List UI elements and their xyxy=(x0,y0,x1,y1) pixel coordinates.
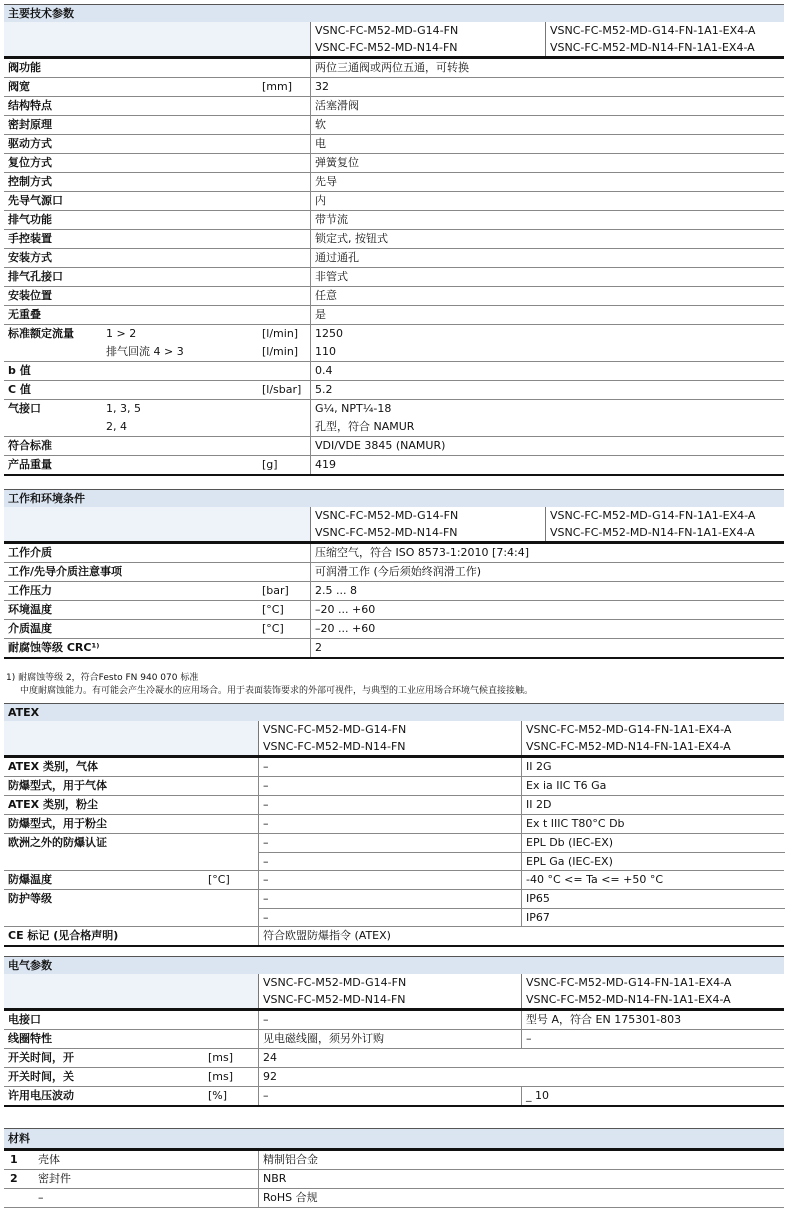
row-sub-label: 1 > 2 xyxy=(106,327,137,340)
row-label: 气接口 xyxy=(8,402,41,415)
row-label: 驱动方式 xyxy=(8,137,52,150)
table-row xyxy=(4,173,784,192)
flow-row xyxy=(4,325,784,362)
row-value-a: 92 xyxy=(258,1068,277,1086)
header-text: VSNC-FC-M52-MD-N14-FN-1A1-EX4-A xyxy=(526,740,731,753)
table-row xyxy=(4,1011,784,1030)
row-value: 孔型，符合 NAMUR xyxy=(310,418,414,436)
header-col-b xyxy=(545,507,785,541)
row-value: 符合欧盟防爆指令 (ATEX) xyxy=(258,927,391,945)
row-value: G¼, NPT¼-18 xyxy=(310,400,391,436)
row-label: 环境温度 xyxy=(8,603,52,616)
row-label: 结构特点 xyxy=(8,99,52,112)
main-rows xyxy=(4,59,784,325)
row-value: VDI/VDE 3845 (NAMUR) xyxy=(310,437,445,455)
table-row xyxy=(4,620,784,639)
table-row xyxy=(4,777,784,796)
row-value: 先导 xyxy=(310,173,337,191)
row-label: 防爆型式，用于气体 xyxy=(8,779,107,792)
row-value-a: 24 xyxy=(258,1049,277,1067)
header-text: VSNC-FC-M52-MD-N14-FN-1A1-EX4-A xyxy=(526,993,731,1006)
table-row xyxy=(4,135,784,154)
row-value: 32 xyxy=(310,78,329,96)
row-label: 开关时间，开 xyxy=(8,1051,74,1064)
row-unit: [l/min] xyxy=(262,327,299,340)
row-value-b: Ex t IIIC T80°C Db xyxy=(521,815,625,833)
row-unit: [ms] xyxy=(208,1051,234,1064)
header-col-b xyxy=(521,974,785,1008)
row-value-b: -40 °C <= Ta <= +50 °C xyxy=(521,871,663,889)
row-value-a: – xyxy=(258,890,521,908)
row-label: – xyxy=(38,1191,44,1204)
row-label: 耐腐蚀等级 CRC¹⁾ xyxy=(8,641,100,654)
row-value-a: – xyxy=(258,796,521,814)
table-row xyxy=(4,249,784,268)
row-value: 2.5 ... 8 xyxy=(310,582,357,600)
row-value: 通过通孔 xyxy=(310,249,359,267)
row-unit: [l/sbar] xyxy=(262,383,302,396)
row-label: C 值 xyxy=(8,383,31,396)
section-title: 电气参数 xyxy=(4,956,784,974)
header-text: VSNC-FC-M52-MD-G14-FN xyxy=(263,976,407,989)
row-value-a: – xyxy=(258,908,521,927)
row-value: 弹簧复位 xyxy=(310,154,359,172)
table-row xyxy=(4,154,784,173)
row-label: 防爆温度 xyxy=(8,873,52,886)
header-text: VSNC-FC-M52-MD-N14-FN xyxy=(315,41,458,54)
table-row xyxy=(4,78,784,97)
row-sub-label: 1, 3, 5 xyxy=(106,402,141,415)
row-label: b 值 xyxy=(8,364,31,377)
row-label: 安装方式 xyxy=(8,251,52,264)
row-value: NBR xyxy=(258,1170,286,1188)
header-text: VSNC-FC-M52-MD-G14-FN-1A1-EX4-A xyxy=(550,509,756,522)
atex-temp-row xyxy=(4,871,784,890)
row-label: 符合标准 xyxy=(8,439,52,452)
elec-section xyxy=(4,956,784,1107)
row-value: 内 xyxy=(310,192,326,210)
atex-section xyxy=(4,703,784,947)
row-value: RoHS 合规 xyxy=(258,1189,318,1207)
row-value: 419 xyxy=(310,456,336,474)
elec-rows xyxy=(4,1011,784,1107)
table-row xyxy=(4,1189,784,1208)
table-row xyxy=(4,1068,784,1087)
table-row xyxy=(4,563,784,582)
row-value: 2 xyxy=(310,639,322,657)
row-value-b: – xyxy=(521,1030,532,1048)
header-text: VSNC-FC-M52-MD-G14-FN xyxy=(263,723,407,736)
row-value: 110 xyxy=(310,343,336,361)
table-row xyxy=(4,97,784,116)
row-label: 复位方式 xyxy=(8,156,52,169)
row-value: 两位三通阀或两位五通，可转换 xyxy=(310,59,469,77)
material-rows xyxy=(4,1151,784,1208)
table-header xyxy=(4,22,784,59)
row-label: 防爆型式，用于粉尘 xyxy=(8,817,107,830)
header-col-a xyxy=(310,507,545,541)
row-value-a: – xyxy=(258,758,521,776)
row-number: 2 xyxy=(10,1172,18,1185)
row-label: 先导气源口 xyxy=(8,194,63,207)
row-value: –20 ... +60 xyxy=(310,620,375,638)
row-label: 安装位置 xyxy=(8,289,52,302)
row-value: 0.4 xyxy=(310,362,333,380)
table-row xyxy=(4,268,784,287)
atex-ip-row xyxy=(4,890,784,927)
row-label: 标准额定流量 xyxy=(8,327,74,340)
atex-rows xyxy=(4,758,784,834)
table-row xyxy=(4,796,784,815)
row-value-b: II 2G xyxy=(521,758,552,776)
table-row xyxy=(4,1030,784,1049)
row-value-b: Ex ia IIC T6 Ga xyxy=(521,777,606,795)
row-label: CE 标记 (见合格声明) xyxy=(8,929,119,942)
row-value-b: IP65 xyxy=(521,890,550,908)
row-value-b: IP67 xyxy=(521,908,785,927)
ports-row xyxy=(4,400,784,437)
row-label: 阀宽 xyxy=(8,80,30,93)
row-label: 密封件 xyxy=(38,1172,71,1185)
row-unit: [%] xyxy=(208,1089,228,1102)
row-value: 任意 xyxy=(310,287,337,305)
row-number: 1 xyxy=(10,1153,18,1166)
row-label: 手控装置 xyxy=(8,232,52,245)
row-label: 工作介质 xyxy=(8,546,52,559)
row-unit: [ms] xyxy=(208,1070,234,1083)
header-text: VSNC-FC-M52-MD-G14-FN-1A1-EX4-A xyxy=(526,723,732,736)
row-value-b: II 2D xyxy=(521,796,551,814)
row-value: 软 xyxy=(310,116,326,134)
table-row xyxy=(4,306,784,325)
row-value-a: – xyxy=(258,815,521,833)
row-label: 工作/先导介质注意事项 xyxy=(8,565,123,578)
main-params-section xyxy=(4,4,784,476)
row-unit: [g] xyxy=(262,458,278,471)
header-col-a xyxy=(310,22,545,56)
table-row xyxy=(4,758,784,777)
table-row xyxy=(4,639,784,659)
row-value-a: – xyxy=(258,1087,521,1105)
row-value-b: EPL Db (IEC-EX) xyxy=(521,834,613,852)
row-value-a: – xyxy=(258,777,521,795)
header-text: VSNC-FC-M52-MD-N14-FN xyxy=(315,526,458,539)
footnote: 中度耐腐蚀能力。有可能会产生冷凝水的应用场合。用于表面装饰要求的外部可视件，与典型的工业应用场合环境气候直接接触。 xyxy=(20,686,534,696)
row-value-a: – xyxy=(258,852,521,871)
table-row xyxy=(4,582,784,601)
row-label: 线圈特性 xyxy=(8,1032,52,1045)
material-section xyxy=(4,1128,784,1208)
row-label: 壳体 xyxy=(38,1153,60,1166)
header-col-a xyxy=(258,974,523,1008)
row-value-a: – xyxy=(258,871,521,889)
table-row xyxy=(4,1049,784,1068)
row-value: 活塞滑阀 xyxy=(310,97,359,115)
header-col-b xyxy=(521,721,785,755)
table-header xyxy=(4,507,784,544)
table-row xyxy=(4,230,784,249)
standard-row xyxy=(4,437,784,456)
row-label: ATEX 类别，粉尘 xyxy=(8,798,98,811)
row-value: 1250 xyxy=(310,325,343,361)
row-label: 产品重量 xyxy=(8,458,52,471)
row-label: 工作压力 xyxy=(8,584,52,597)
table-header xyxy=(4,721,784,758)
env-section xyxy=(4,489,784,659)
row-unit: [°C] xyxy=(262,603,284,616)
table-row xyxy=(4,192,784,211)
header-text: VSNC-FC-M52-MD-G14-FN xyxy=(315,24,459,37)
row-label: 电接口 xyxy=(8,1013,41,1026)
section-title: 材料 xyxy=(4,1128,784,1148)
table-row xyxy=(4,1151,784,1170)
row-value-a: 见电磁线圈，须另外订购 xyxy=(258,1030,521,1048)
footnote: 1) 耐腐蚀等级 2，符合Festo FN 940 070 标准 xyxy=(6,673,199,683)
table-row xyxy=(4,544,784,563)
header-text: VSNC-FC-M52-MD-G14-FN-1A1-EX4-A xyxy=(526,976,732,989)
row-value: 带节流 xyxy=(310,211,348,229)
row-label: 排气孔接口 xyxy=(8,270,63,283)
section-title: 主要技术参数 xyxy=(4,4,784,22)
row-value-b: EPL Ga (IEC-EX) xyxy=(521,852,785,871)
table-row xyxy=(4,211,784,230)
row-label: 欧洲之外的防爆认证 xyxy=(8,836,107,849)
row-unit: [°C] xyxy=(262,622,284,635)
header-text: VSNC-FC-M52-MD-N14-FN-1A1-EX4-A xyxy=(550,526,755,539)
row-value: 精制铝合金 xyxy=(258,1151,318,1169)
row-value: 非管式 xyxy=(310,268,348,286)
row-value: 锁定式, 按钮式 xyxy=(310,230,388,248)
table-row xyxy=(4,815,784,834)
row-unit: [°C] xyxy=(208,873,230,886)
row-label: 排气功能 xyxy=(8,213,52,226)
section-title: 工作和环境条件 xyxy=(4,489,784,507)
row-value: 可润滑工作 (今后须始终润滑工作) xyxy=(310,563,481,581)
header-col-b xyxy=(545,22,785,56)
table-row xyxy=(4,287,784,306)
table-row xyxy=(4,116,784,135)
row-label: 开关时间，关 xyxy=(8,1070,74,1083)
row-sub-label: 2, 4 xyxy=(106,420,127,433)
row-label: 无重叠 xyxy=(8,308,41,321)
header-text: VSNC-FC-M52-MD-N14-FN xyxy=(263,993,406,1006)
weight-row xyxy=(4,456,784,476)
row-value: –20 ... +60 xyxy=(310,601,375,619)
row-unit: [l/min] xyxy=(262,345,299,358)
header-text: VSNC-FC-M52-MD-N14-FN xyxy=(263,740,406,753)
row-value: 压缩空气，符合 ISO 8573-1:2010 [7:4:4] xyxy=(310,544,529,562)
row-value-b: _ 10 xyxy=(521,1087,549,1105)
header-text: VSNC-FC-M52-MD-G14-FN xyxy=(315,509,459,522)
row-label: ATEX 类别，气体 xyxy=(8,760,98,773)
row-label: 许用电压波动 xyxy=(8,1089,74,1102)
row-label: 密封原理 xyxy=(8,118,52,131)
row-unit: [mm] xyxy=(262,80,293,93)
table-row xyxy=(4,59,784,78)
row-label: 阀功能 xyxy=(8,61,41,74)
table-header xyxy=(4,974,784,1011)
row-value: 5.2 xyxy=(310,381,333,399)
row-value-b: 型号 A，符合 EN 175301-803 xyxy=(521,1011,681,1029)
row-value: 是 xyxy=(310,306,326,324)
table-row xyxy=(4,1087,784,1107)
section-title: ATEX xyxy=(4,703,784,721)
atex-eu-row xyxy=(4,834,784,871)
header-text: VSNC-FC-M52-MD-G14-FN-1A1-EX4-A xyxy=(550,24,756,37)
header-col-a xyxy=(258,721,523,755)
row-label: 控制方式 xyxy=(8,175,52,188)
table-row xyxy=(4,601,784,620)
row-unit: [bar] xyxy=(262,584,289,597)
row-sub-label: 排气回流 4 > 3 xyxy=(106,345,184,358)
row-label: 防护等级 xyxy=(8,892,52,905)
row-value-a: – xyxy=(258,1011,521,1029)
table-row xyxy=(4,1170,784,1189)
row-label: 介质温度 xyxy=(8,622,52,635)
b-value-row xyxy=(4,362,784,381)
env-rows xyxy=(4,544,784,659)
row-value: 电 xyxy=(310,135,326,153)
c-value-row xyxy=(4,381,784,400)
header-text: VSNC-FC-M52-MD-N14-FN-1A1-EX4-A xyxy=(550,41,755,54)
atex-ce-row xyxy=(4,927,784,947)
row-value-a: – xyxy=(258,834,521,852)
